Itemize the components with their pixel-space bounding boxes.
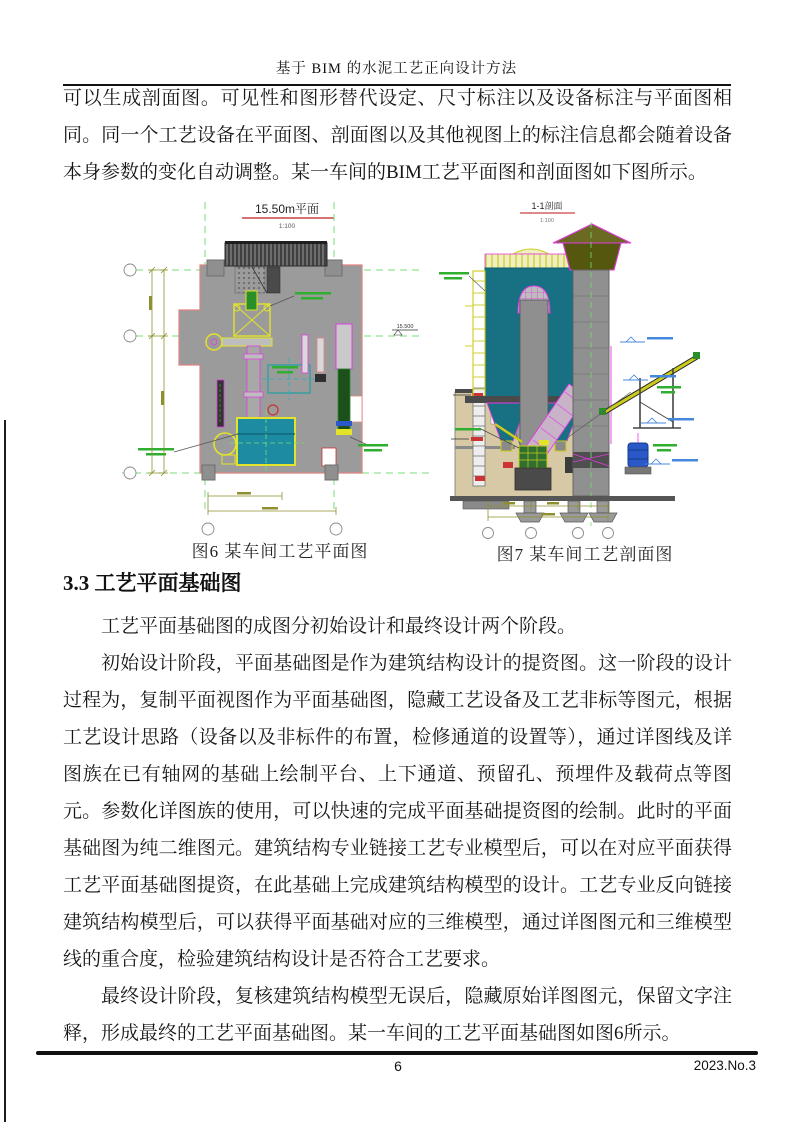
fig6-title-block <box>242 202 334 230</box>
paragraph-1-text: 可以生成剖面图。可见性和图形替代设定、尺寸标注以及设备标注与平面图相同。同一个工艺设备在平面图、剖面图以及其他视图上的标注信息都会随着设备本身参数的变化自动调整。某一车间的BIM工艺平面图和剖面图如下图所示。 <box>63 88 732 183</box>
foundations <box>450 496 675 522</box>
scan-edge-line <box>4 420 6 1122</box>
footer-rule <box>36 1051 758 1055</box>
paragraph-3-text: 初始设计阶段，平面基础图是作为建筑结构设计的提资图。这一阶段的设计过程为，复制平面视图作为平面基础图，隐藏工艺设备及工艺非标等图元，根据工艺设计思路（设备以及非标件的布置，检修通道的设置等），通过详图线及详图族在已有轴网的基础上绘制平台、上下通道、预留孔、预埋件及载荷点等图元。参数化详图族的使用，可以快速的完成平面基础提资图的绘制。此时的平面基础图为纯二维图元。建筑结构专业链接工艺专业模型后，可以在对应平面获得工艺平面基础图提资，在此基础上完成建筑结构模型的设计。工艺专业反向链接建筑结构模型后，可以获得平面基础对应的三维模型，通过详图图元和三维模型线的重合度，检验建筑结构设计是否符合工艺要求。 <box>63 653 732 970</box>
conveyor-and-frame <box>599 352 700 428</box>
body-text-block <box>63 608 732 1052</box>
plan-view-svg <box>122 196 434 538</box>
figure-6-caption: 图6 某车间工艺平面图 <box>191 542 369 561</box>
paragraph-4-text: 最终设计阶段，复核建筑结构模型无误后，隐藏原始详图图元，保留文字注释，形成最终的工艺平面基础图。某一车间的工艺平面基础图如图6所示。 <box>63 986 732 1044</box>
elevation-value: 15.500 <box>396 324 414 330</box>
paragraph-2-text: 工艺平面基础图的成图分初始设计和最终设计两个阶段。 <box>101 616 577 637</box>
section-view-svg <box>435 196 735 546</box>
elevation-mark <box>392 324 418 335</box>
paragraph-1 <box>63 80 732 191</box>
fig7-view-title: 1-1剖面 <box>531 201 563 211</box>
issue-label: 2023.No.3 <box>693 1058 756 1073</box>
figure-7-section-drawing <box>435 196 735 551</box>
figure-7-caption: 图7 某车间工艺剖面图 <box>496 545 674 564</box>
fig6-view-title: 15.50m平面 <box>254 202 320 216</box>
blue-tank <box>625 433 651 474</box>
figure-6-plan-drawing <box>122 196 434 543</box>
fig7-title-block <box>520 200 575 224</box>
fig6-scale: 1:100 <box>278 223 296 230</box>
page-number: 6 <box>394 1058 402 1074</box>
section-heading-3-3: 3.3 工艺平面基础图 <box>63 571 242 595</box>
fig7-scale: 1:100 <box>540 218 554 224</box>
running-header-title: 基于 BIM 的水泥工艺正向设计方法 <box>275 61 518 77</box>
